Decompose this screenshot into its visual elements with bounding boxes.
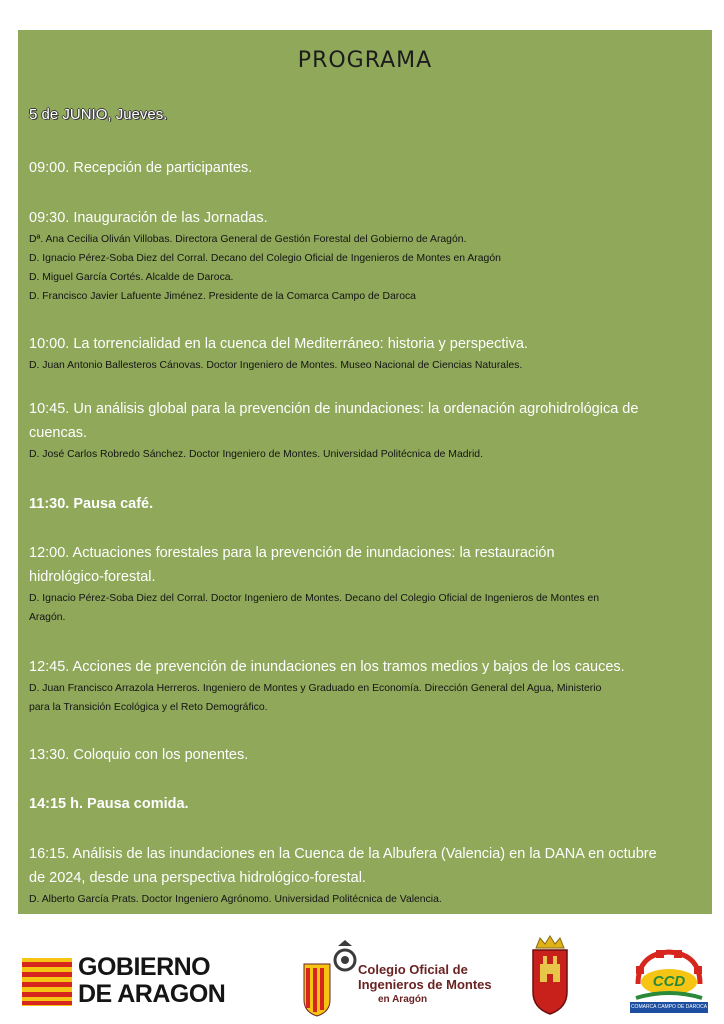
speaker-line: D. Juan Antonio Ballesteros Cánovas. Doctor Ingeniero de Montes. Museo Nacional de Ciencias Naturales. bbox=[29, 360, 523, 371]
item-heading: 10:45. Un análisis global para la prevención de inundaciones: la ordenación agrohidrológica de bbox=[29, 401, 639, 417]
item-heading: 12:45. Acciones de prevención de inundaciones en los tramos medios y bajos de los cauces. bbox=[29, 659, 625, 675]
colegio-montes-logo bbox=[300, 938, 500, 1018]
daroca-coat-of-arms-icon bbox=[530, 934, 570, 1016]
colegio-wordmark: Colegio Oficial de Ingenieros de Montes en Aragón bbox=[358, 962, 492, 1005]
colegio-crest-icon bbox=[300, 938, 360, 1018]
item-heading: 09:00. Recepción de participantes. bbox=[29, 160, 253, 176]
program-item bbox=[29, 541, 709, 627]
sponsor-footer bbox=[0, 930, 724, 1024]
program-item bbox=[29, 397, 709, 464]
speaker-line: Dª. Ana Cecilia Oliván Villobas. Directora General de Gestión Forestal del Gobierno de Aragón. bbox=[29, 234, 467, 245]
program-item bbox=[29, 332, 709, 375]
item-heading: hidrológico-forestal. bbox=[29, 569, 156, 585]
program-panel bbox=[18, 30, 712, 914]
speaker-line: D. Miguel García Cortés. Alcalde de Daroca. bbox=[29, 272, 234, 283]
program-item bbox=[29, 156, 709, 180]
program-item bbox=[29, 492, 709, 516]
item-heading: 09:30. Inauguración de las Jornadas. bbox=[29, 210, 268, 226]
speaker-line: D. Ignacio Pérez-Soba Diez del Corral. Doctor Ingeniero de Montes. Decano del Colegio Oficial de Ingenieros de Montes en bbox=[29, 593, 600, 604]
item-heading: 13:30. Coloquio con los ponentes. bbox=[29, 747, 249, 763]
speaker-line: D. Francisco Javier Lafuente Jiménez. Presidente de la Comarca Campo de Daroca bbox=[29, 291, 416, 302]
program-title: PROGRAMA bbox=[297, 48, 433, 73]
item-heading: 16:15. Análisis de las inundaciones en la Cuenca de la Albufera (Valencia) en la DANA en octubre bbox=[29, 846, 657, 862]
speaker-line: D. Alberto García Prats. Doctor Ingeniero Agrónomo. Universidad Politécnica de Valencia. bbox=[29, 894, 442, 905]
speaker-line: D. Ignacio Pérez-Soba Diez del Corral. Decano del Colegio Oficial de Ingenieros de Montes en Aragón bbox=[29, 253, 501, 264]
program-item bbox=[29, 743, 709, 767]
comarca-campo-daroca-logo bbox=[628, 944, 710, 1016]
item-heading: 12:00. Actuaciones forestales para la prevención de inundaciones: la restauración bbox=[29, 545, 555, 561]
speaker-line: D. Juan Francisco Arrazola Herreros. Ingeniero de Montes y Graduado en Economía. Dirección General del Agua, Ministerio bbox=[29, 683, 602, 694]
aragon-flag-icon bbox=[22, 958, 72, 1006]
program-date: 5 de JUNIO, Jueves. bbox=[29, 106, 168, 123]
program-item bbox=[29, 842, 709, 909]
item-heading: 10:00. La torrencialidad en la cuenca del Mediterráneo: historia y perspectiva. bbox=[29, 336, 528, 352]
gobierno-aragon-wordmark: GOBIERNO DE ARAGON bbox=[78, 953, 226, 1008]
program-item bbox=[29, 792, 709, 816]
speaker-line: D. José Carlos Robredo Sánchez. Doctor Ingeniero de Montes. Universidad Politécnica de Madrid. bbox=[29, 449, 483, 460]
program-item bbox=[29, 206, 709, 306]
speaker-line: para la Transición Ecológica y el Reto Demográfico. bbox=[29, 702, 268, 713]
item-heading: cuencas. bbox=[29, 425, 88, 441]
item-heading: de 2024, desde una perspectiva hidrológico-forestal. bbox=[29, 870, 366, 886]
item-heading: 11:30. Pausa café. bbox=[29, 496, 154, 512]
program-item bbox=[29, 655, 709, 717]
ccd-caption: COMARCA CAMPO DE DAROCA bbox=[630, 1004, 708, 1010]
ccd-label: CCD bbox=[652, 973, 686, 990]
item-heading: 14:15 h. Pausa comida. bbox=[29, 796, 189, 812]
speaker-line: Aragón. bbox=[29, 612, 66, 623]
